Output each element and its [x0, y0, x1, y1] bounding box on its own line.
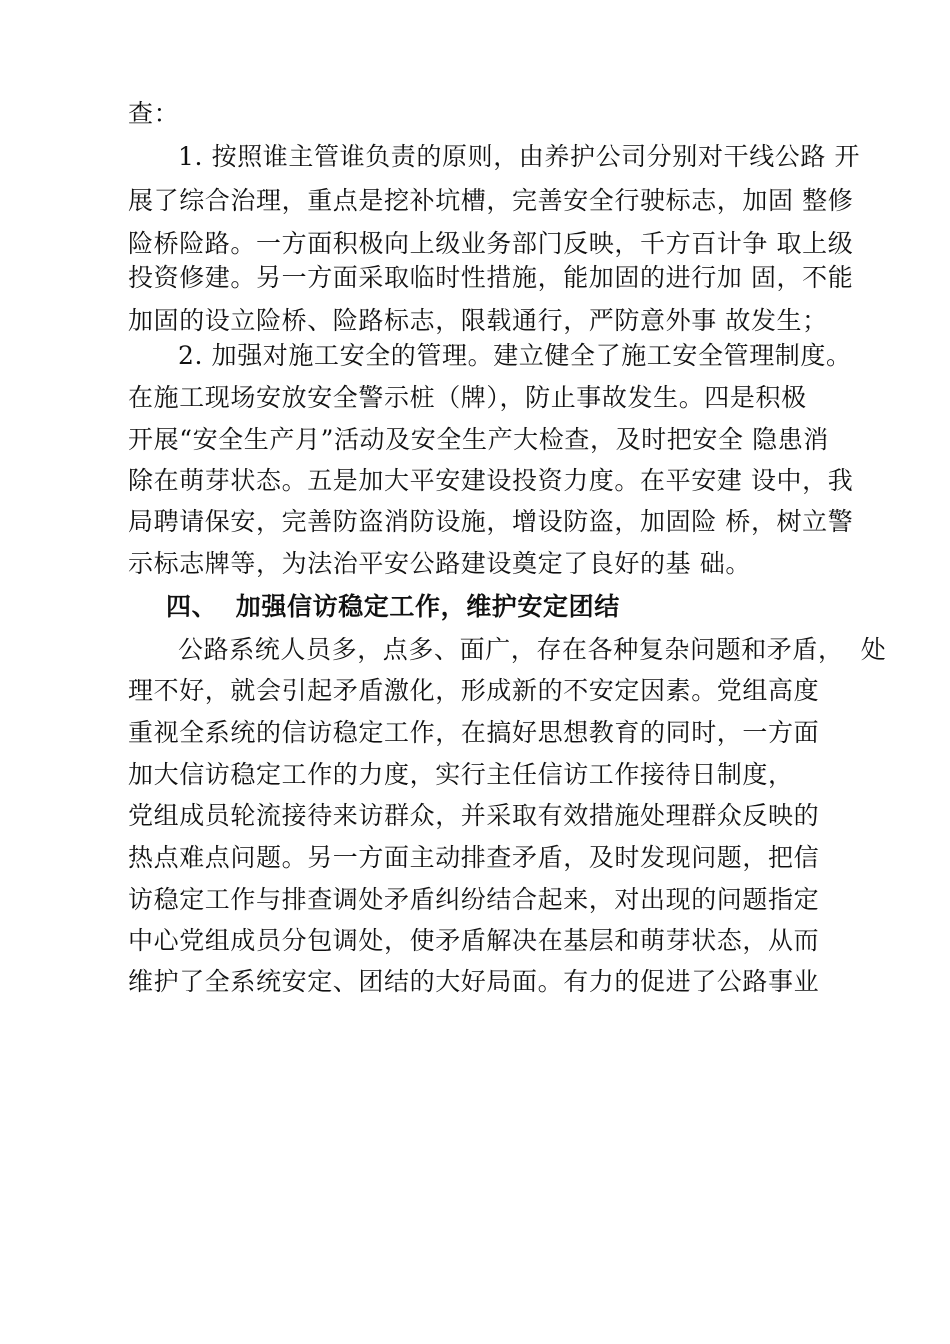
text-line: 在施工现场安放安全警示桩（牌），防止事故发生。四是积极 [128, 383, 807, 412]
text-line: 热点难点问题。另一方面主动排查矛盾，及时发现问题，把信 [128, 843, 820, 872]
text-line: 险桥险路。一方面积极向上级业务部门反映，千方百计争 取上级 [128, 229, 854, 258]
text-line: 局聘请保安，完善防盗消防设施，增设防盗，加固险 桥，树立警 [128, 507, 854, 536]
text-line: 加大信访稳定工作的力度，实行主任信访工作接待日制度， [128, 760, 794, 789]
text-line: 党组成员轮流接待来访群众，并采取有效措施处理群众反映的 [128, 801, 820, 830]
text-line: 加固的设立险桥、险路标志，限载通行，严防意外事 故发生； [128, 306, 828, 335]
text-line: 示标志牌等，为法治平安公路建设奠定了良好的基 础。 [128, 549, 751, 578]
text-line: 维护了全系统安定、团结的大好局面。有力的促进了公路事业 [128, 967, 820, 996]
text-line: 开展“安全生产月”活动及安全生产大检查，及时把安全 隐患消 [128, 425, 829, 454]
text-line: 中心党组成员分包调处，使矛盾解决在基层和萌芽状态，从而 [128, 926, 820, 955]
text-line: 查： [128, 99, 180, 128]
text-line: 除在萌芽状态。五是加大平安建设投资力度。在平安建 设中，我 [128, 466, 854, 495]
text-line: 1. 按照谁主管谁负责的原则，由养护公司分别对干线公路 开 [178, 142, 861, 171]
text-line: 访稳定工作与排查调处矛盾纠纷结合起来，对出现的问题指定 [128, 885, 820, 914]
text-line: 重视全系统的信访稳定工作，在搞好思想教育的同时，一方面 [128, 718, 820, 747]
text-line: 2. 加强对施工安全的管理。建立健全了施工安全管理制度。 [178, 341, 852, 370]
text-line: 公路系统人员多，点多、面广，存在各种复杂问题和矛盾， 处 [178, 635, 887, 664]
text-line: 理不好，就会引起矛盾激化，形成新的不安定因素。党组高度 [128, 676, 820, 705]
text-line: 展了综合治理，重点是挖补坑槽，完善安全行驶标志，加固 整修 [128, 186, 854, 215]
text-line: 投资修建。另一方面采取临时性措施，能加固的进行加 固，不能 [128, 263, 854, 292]
section-heading: 四、 加强信访稳定工作，维护安定团结 [166, 592, 620, 621]
